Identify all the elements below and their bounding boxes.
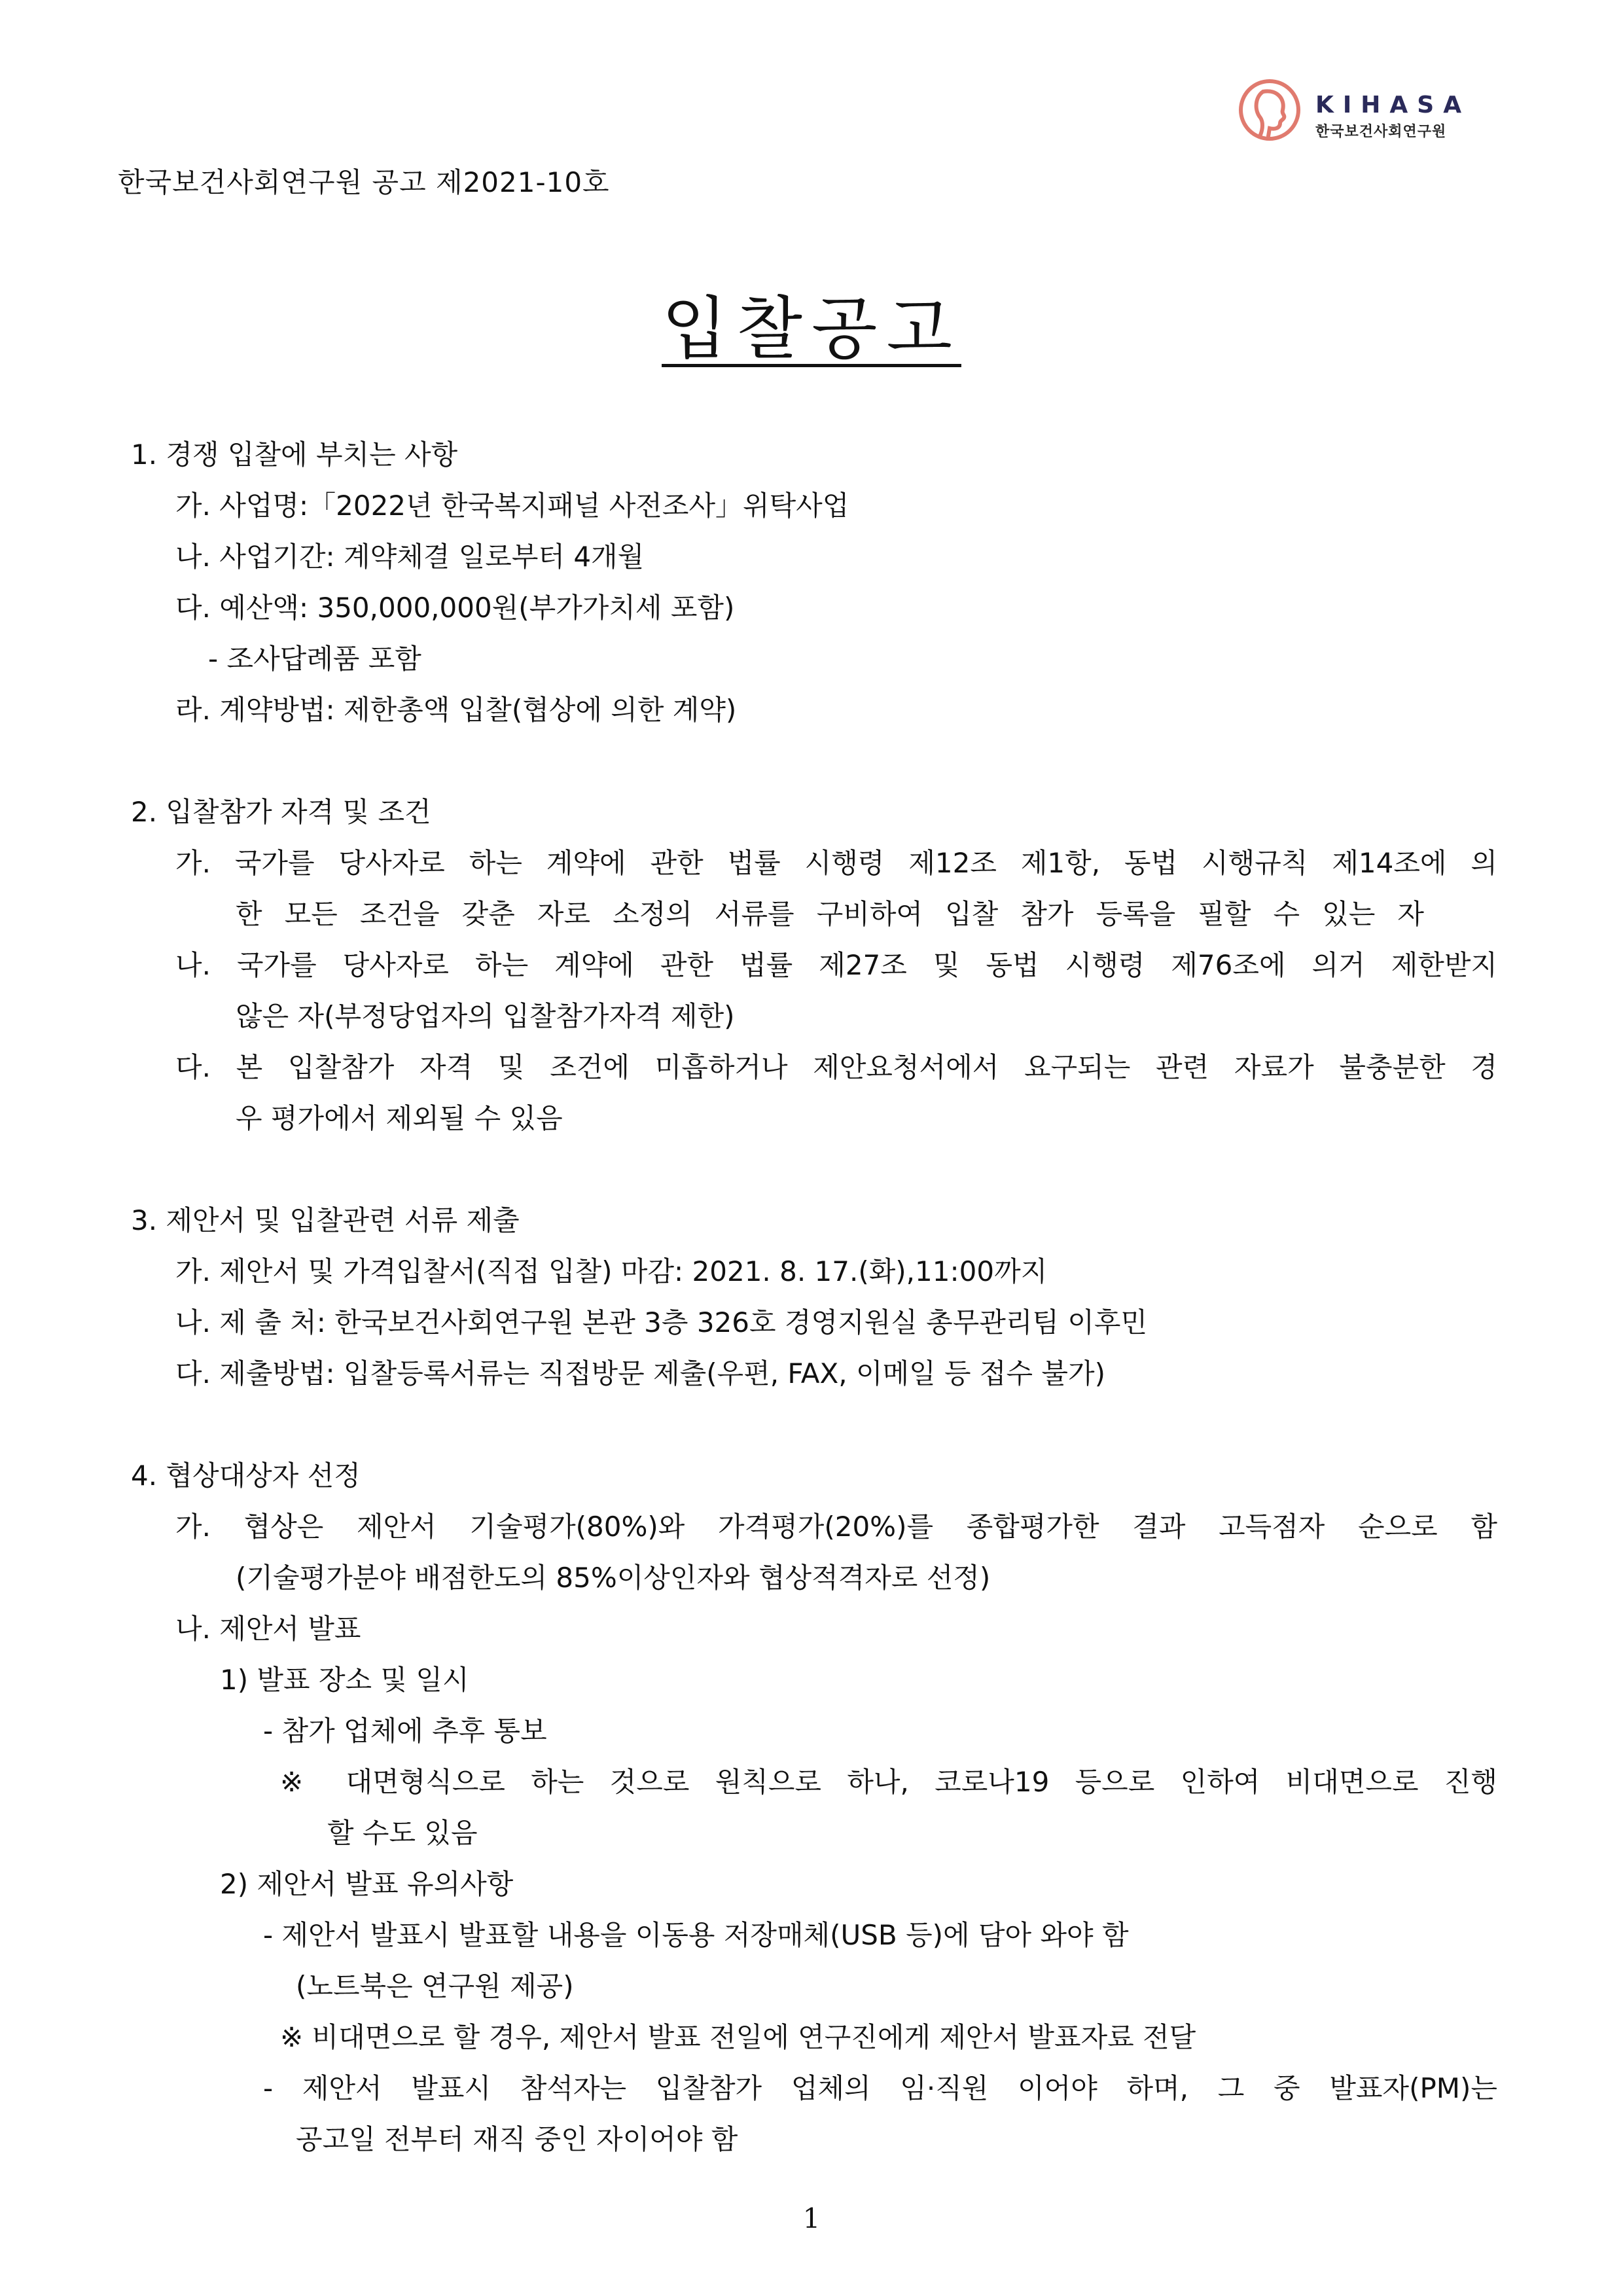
section-4-subitem-2-note: ※ 비대면으로 할 경우, 제안서 발표 전일에 연구진에게 제안서 발표자료 전달 xyxy=(280,2021,1196,2053)
kihasa-logo xyxy=(1237,77,1499,149)
section-2-heading: 2. 입찰참가 자격 및 조건 xyxy=(131,796,431,828)
section-3-item-da: 다. 제출방법: 입찰등록서류는 직접방문 제출(우편, FAX, 이메일 등 접수 불가) xyxy=(175,1357,1105,1390)
page-title xyxy=(0,274,1623,372)
section-1-item-ra: 라. 계약방법: 제한총액 입찰(협상에 의한 계약) xyxy=(175,694,737,726)
section-1-heading: 1. 경쟁 입찰에 부치는 사항 xyxy=(131,439,458,471)
section-4-subitem-2-dash1-line1: - 제안서 발표시 발표할 내용을 이동용 저장매체(USB 등)에 담아 와야 함 xyxy=(263,1919,1129,1951)
notice-number: 한국보건사회연구원 공고 제2021-10호 xyxy=(118,166,610,198)
section-2-item-da-line2: 우 평가에서 제외될 수 있음 xyxy=(236,1102,563,1134)
section-1-item-da-note: - 조사답례품 포함 xyxy=(208,643,421,675)
section-4-subitem-2-dash1-line2: (노트북은 연구원 제공) xyxy=(296,1970,574,2002)
logo-subtitle: 한국보건사회연구원 xyxy=(1315,124,1447,140)
section-3-heading: 3. 제안서 및 입찰관련 서류 제출 xyxy=(131,1204,520,1236)
section-3-item-ga: 가. 제안서 및 가격입찰서(직접 입찰) 마감: 2021. 8. 17.(화),11:00까지 xyxy=(175,1255,1048,1287)
section-1-item-na: 나. 사업기간: 계약체결 일로부터 4개월 xyxy=(175,541,645,573)
section-4-subitem-1-note-line1: ※ 대면형식으로 하는 것으로 원칙으로 하나, 코로나19 등으로 인하여 비대면으로 진행 xyxy=(280,1766,1497,1798)
section-4-subitem-1: 1) 발표 장소 및 일시 xyxy=(220,1664,469,1696)
section-4-heading: 4. 협상대상자 선정 xyxy=(131,1460,361,1492)
section-4-subitem-1-dash: - 참가 업체에 추후 통보 xyxy=(263,1715,547,1747)
section-1-item-ga: 가. 사업명:「2022년 한국복지패널 사전조사」위탁사업 xyxy=(175,490,849,522)
face-profile-icon xyxy=(1237,77,1302,143)
section-2-item-na-line1: 나. 국가를 당사자로 하는 계약에 관한 법률 제27조 및 동법 시행령 제76조에 의거 제한받지 xyxy=(175,949,1497,981)
page-number: 1 xyxy=(802,2202,821,2234)
section-4-subitem-2-dash2-line1: - 제안서 발표시 참석자는 입찰참가 업체의 임·직원 이어야 하며, 그 중 발표자(PM)는 xyxy=(263,2072,1497,2104)
section-3-item-na: 나. 제 출 처: 한국보건사회연구원 본관 3층 326호 경영지원실 총무관리팀 이후민 xyxy=(175,1306,1148,1338)
section-4-item-ga-line1: 가. 협상은 제안서 기술평가(80%)와 가격평가(20%)를 종합평가한 결과 고득점자 순으로 함 xyxy=(175,1511,1497,1543)
section-4-subitem-2: 2) 제안서 발표 유의사항 xyxy=(220,1868,514,1900)
section-2-item-ga-line1: 가. 국가를 당사자로 하는 계약에 관한 법률 시행령 제12조 제1항, 동법 시행규칙 제14조에 의 xyxy=(175,847,1497,879)
section-1-item-da: 다. 예산액: 350,000,000원(부가가치세 포함) xyxy=(175,592,735,624)
section-2-item-na-line2: 않은 자(부정당업자의 입찰참가자격 제한) xyxy=(236,1000,735,1032)
section-4-item-ga-line2: (기술평가분야 배점한도의 85%이상인자와 협상적격자로 선정) xyxy=(236,1562,991,1594)
logo-wordmark: KIHASA xyxy=(1315,92,1471,118)
section-4-subitem-2-dash2-line2: 공고일 전부터 재직 중인 자이어야 함 xyxy=(296,2123,738,2155)
section-4-subitem-1-note-line2: 할 수도 있음 xyxy=(327,1817,478,1849)
section-2-item-ga-line2: 한 모든 조건을 갖춘 자로 소정의 서류를 구비하여 입찰 참가 등록을 필할 수 있는 자 xyxy=(236,898,1424,930)
section-4-item-na: 나. 제안서 발표 xyxy=(175,1613,361,1645)
section-2-item-da-line1: 다. 본 입찰참가 자격 및 조건에 미흡하거나 제안요청서에서 요구되는 관련 자료가 불충분한 경 xyxy=(175,1051,1497,1083)
title-text: 입찰공고 xyxy=(662,289,961,368)
